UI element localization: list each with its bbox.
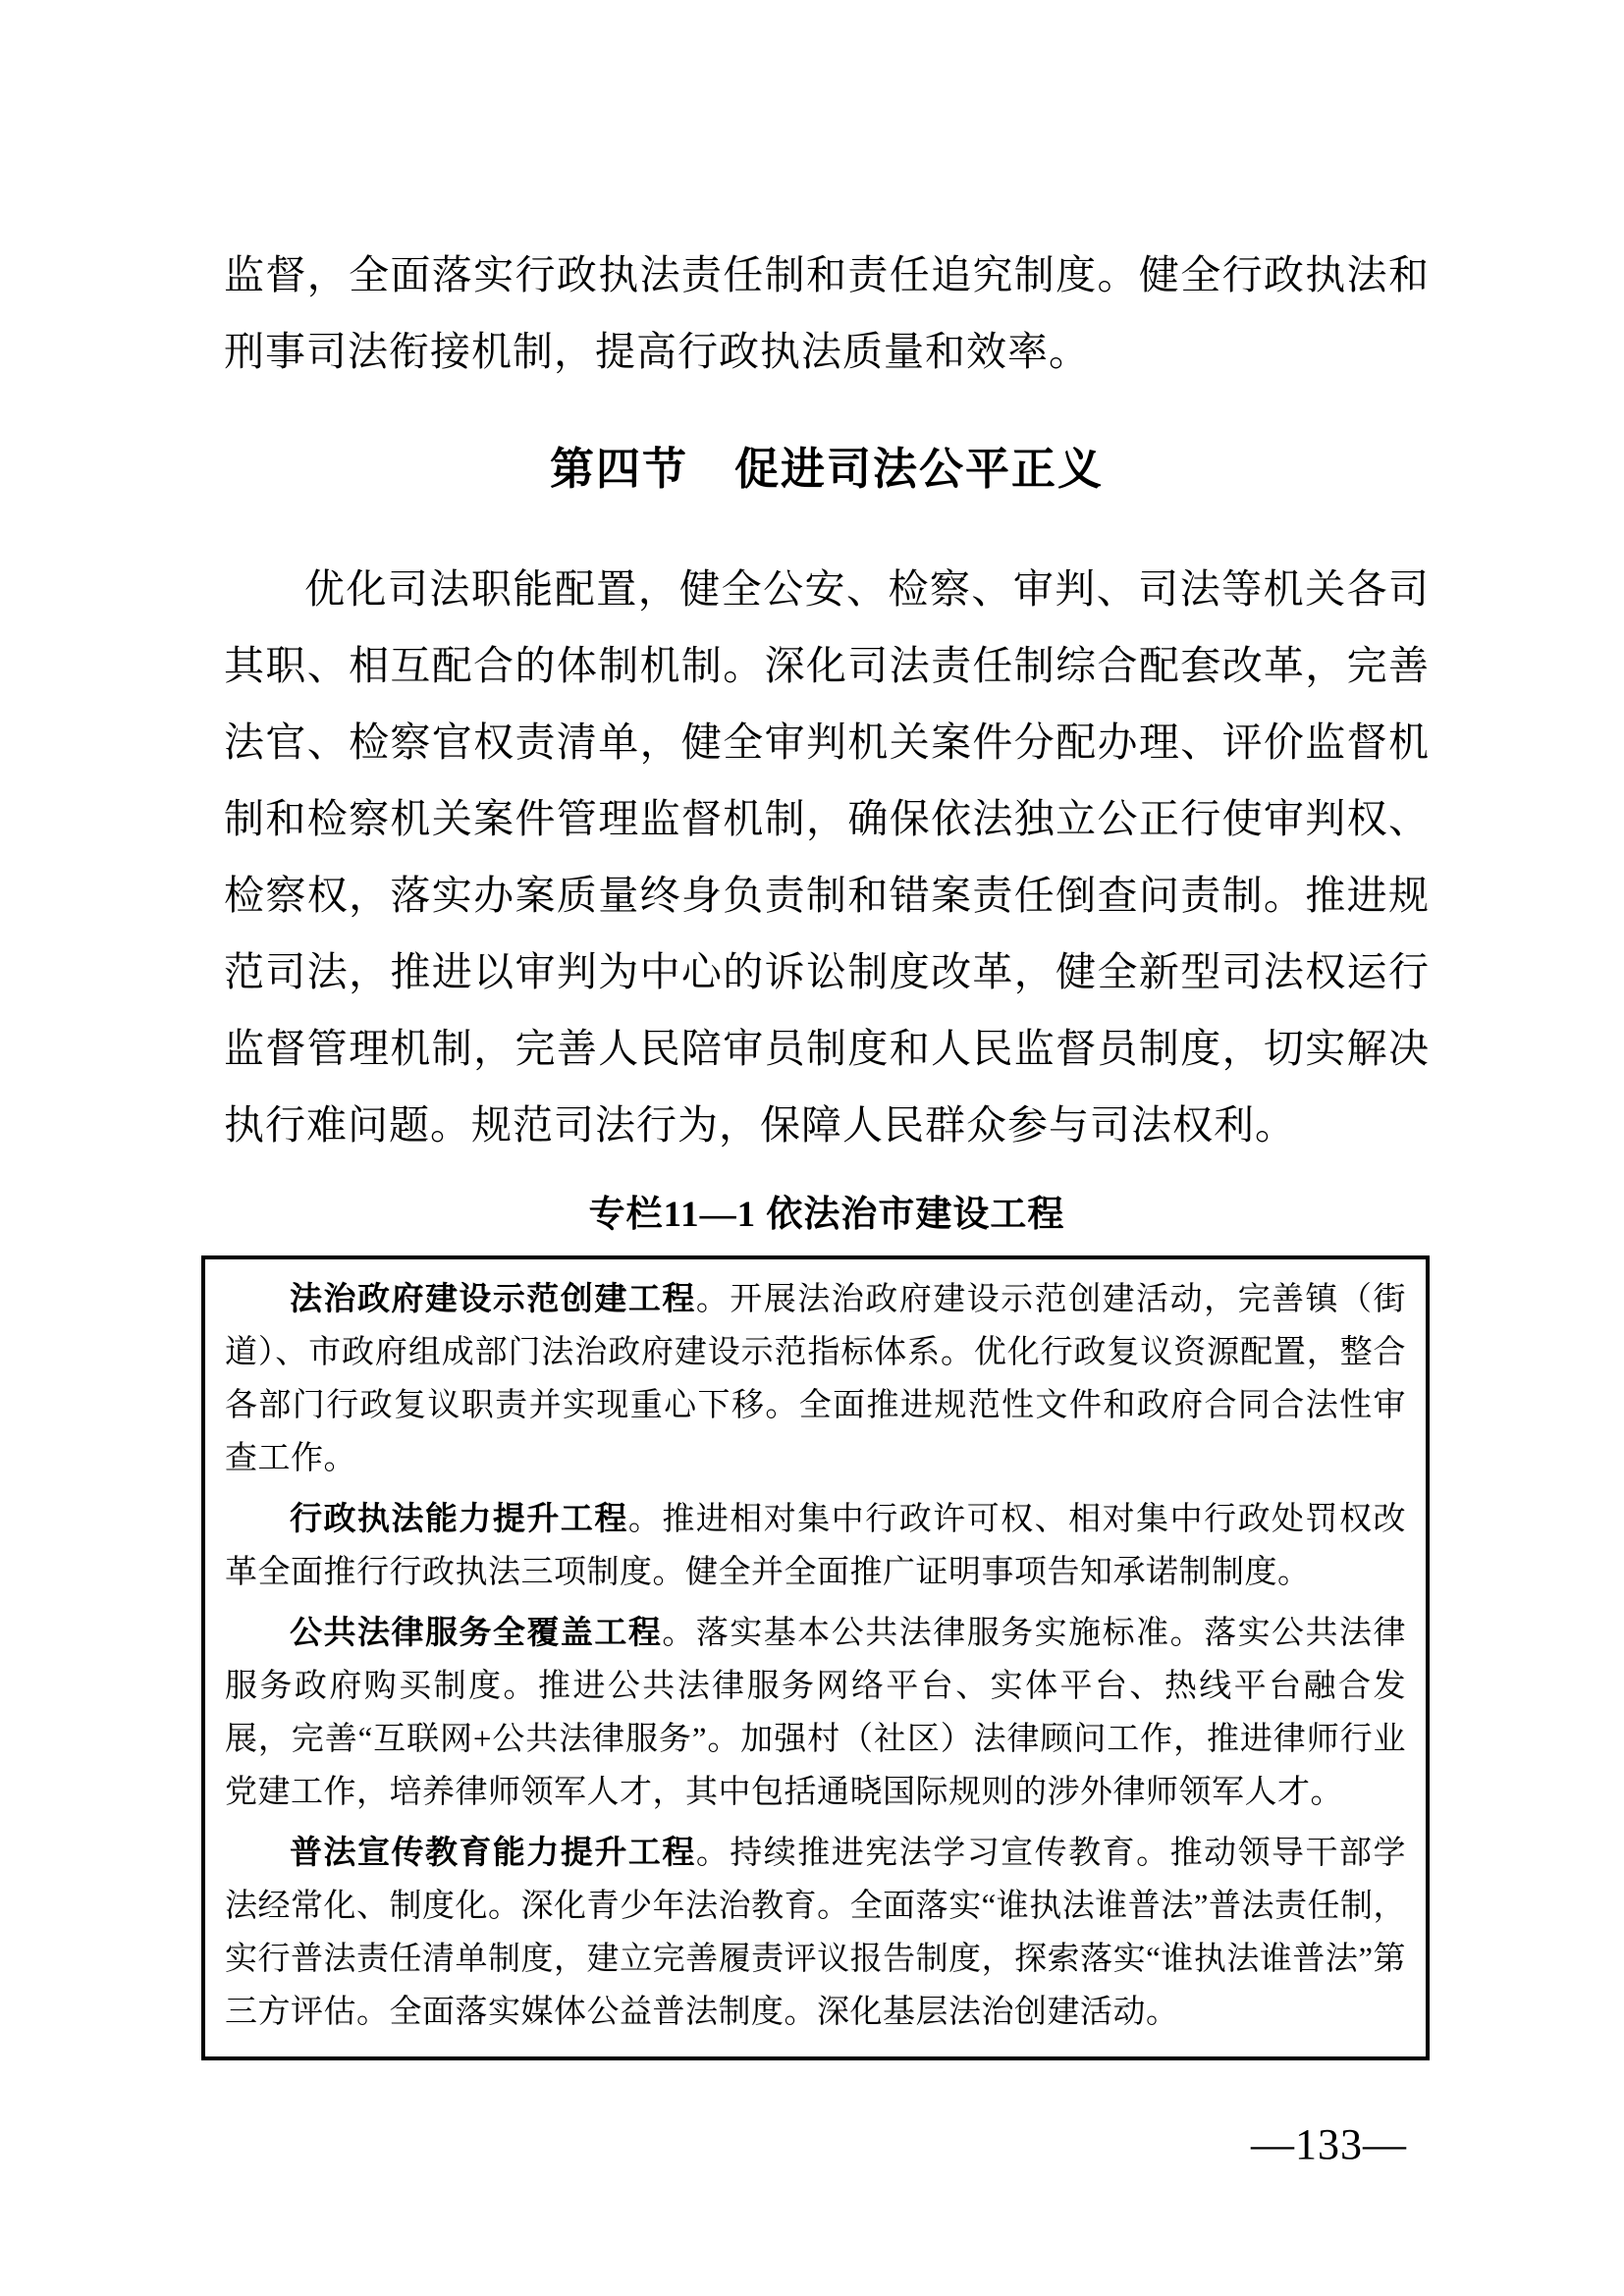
policy-box: [201, 1255, 1430, 2060]
box-paragraph-text: 。持续推进宪法学习宣传教育。推动领导干部学法经常化、制度化。深化青少年法治教育。全面落实“谁执法谁普法”普法责任制，实行普法责任清单制度，建立完善履责评议报告制度，探索落实“谁执法谁普法”第三方评估。全面落实媒体公益普法制度。深化基层法治创建活动。: [225, 1836, 1406, 2030]
box-paragraph-text: 。落实基本公共法律服务实施标准。落实公共法律服务政府购买制度。推进公共法律服务网络平台、实体平台、热线平台融合发展，完善“互联网+公共法律服务”。加强村（社区）法律顾问工作，推进律师行业党建工作，培养律师领军人才，其中包括通晓国际规则的涉外律师领军人才。: [225, 1616, 1406, 1810]
box-paragraph: [225, 1493, 1406, 1599]
box-paragraph-lead: 行政执法能力提升工程: [290, 1502, 628, 1537]
box-paragraph-text: 。推进相对集中行政许可权、相对集中行政处罚权改革全面推行行政执法三项制度。健全并全面推广证明事项告知承诺制制度。: [225, 1502, 1406, 1590]
page-content: [201, 0, 1430, 2060]
section-heading: 第四节 促进司法公平正义: [549, 445, 1104, 494]
box-paragraph-lead: 普法宣传教育能力提升工程: [290, 1836, 696, 1871]
box-paragraph: [225, 1273, 1406, 1485]
box-paragraph-lead: 公共法律服务全覆盖工程: [290, 1616, 663, 1651]
section-body-paragraph: 优化司法职能配置，健全公安、检察、审判、司法等机关各司其职、相互配合的体制机制。深化司法责任制综合配套改革，完善法官、检察官权责清单，健全审判机关案件分配办理、评价监督机制和检察机关案件管理监督机制，确保依法独立公正行使审判权、检察权，落实办案质量终身负责制和错案责任倒查问责制。推进规范司法，推进以审判为中心的诉讼制度改革，健全新型司法权运行监督管理机制，完善人民陪审员制度和人民监督员制度，切实解决执行难问题。规范司法行为，保障人民群众参与司法权利。: [224, 566, 1430, 1148]
intro-paragraph: 监督，全面落实行政执法责任制和责任追究制度。健全行政执法和刑事司法衔接机制，提高行政执法质量和效率。: [224, 252, 1430, 374]
policy-box-title: 专栏11—1 依法治市建设工程: [588, 1195, 1065, 1235]
box-paragraph: [225, 1827, 1406, 2039]
page-number: —133—: [1251, 2120, 1407, 2168]
box-paragraph-text: 。开展法治政府建设示范创建活动，完善镇（街道）、市政府组成部门法治政府建设示范指标体系。优化行政复议资源配置，整合各部门行政复议职责并实现重心下移。全面推进规范性文件和政府合同合法性审查工作。: [225, 1282, 1406, 1476]
box-paragraph: [225, 1607, 1406, 1819]
box-paragraph-lead: 法治政府建设示范创建工程: [290, 1282, 696, 1317]
